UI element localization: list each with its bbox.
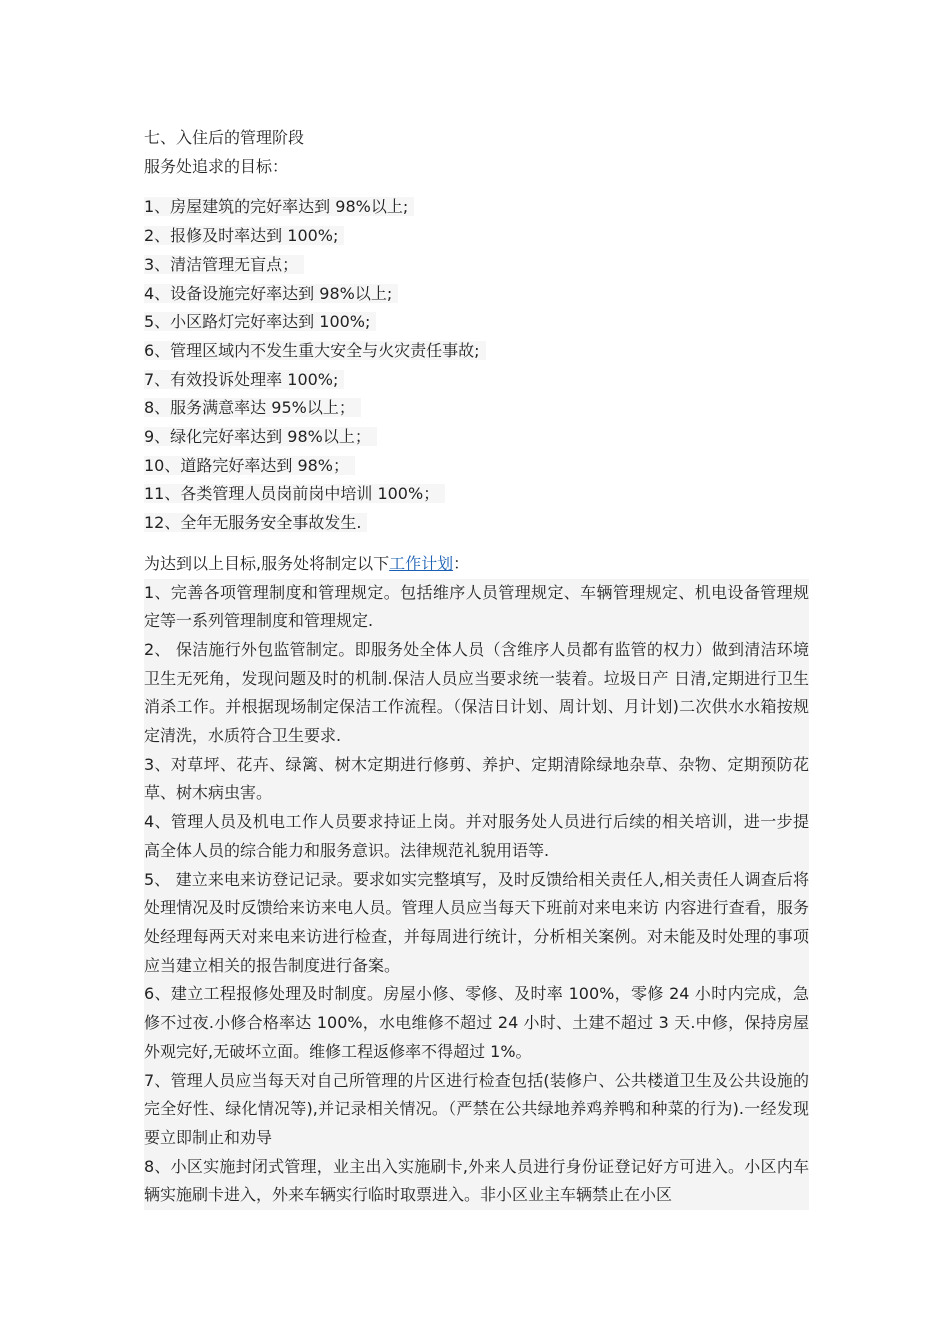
plan-item: 8、小区实施封闭式管理，业主出入实施刷卡,外来人员进行身份证登记好方可进入。小区内车辆实施刷卡进入，外来车辆实行临时取票进入。非小区业主车辆禁止在小区	[144, 1153, 809, 1210]
goal-item: 3、清洁管理无盲点；	[144, 251, 809, 280]
section-title: 七、入住后的管理阶段	[144, 128, 305, 147]
goal-item: 2、报修及时率达到 100%;	[144, 222, 809, 251]
plan-item: 3、对草坪、花卉、绿篱、树木定期进行修剪、养护、定期清除绿地杂草、杂物、定期预防花草、树木病虫害。	[144, 751, 809, 808]
goal-item: 1、房屋建筑的完好率达到 98%以上;	[144, 193, 809, 222]
plan-item: 4、管理人员及机电工作人员要求持证上岗。并对服务处人员进行后续的相关培训，进一步提高全体人员的综合能力和服务意识。法律规范礼貌用语等.	[144, 808, 809, 865]
plan-intro-colon: ：	[453, 553, 470, 573]
plan-item: 5、 建立来电来访登记记录。要求如实完整填写，及时反馈给相关责任人,相关责任人调查后将处理情况及时反馈给来访来电人员。管理人员应当每天下班前对来电来访 内容进行查看，服务处经理每两天对来电来访进行检查，并每周进行统计，分析相关案例。对未能及时处理的事项应当建立相关的报告制度进行备案。	[144, 866, 809, 981]
goals-list	[144, 193, 809, 537]
goals-heading: 服务处追求的目标：	[144, 156, 289, 176]
plan-item: 2、 保洁施行外包监管制定。即服务处全体人员（含维序人员都有监管的权力）做到清洁环境卫生无死角，发现问题及时的机制.保洁人员应当要求统一装着。垃圾日产 日清,定期进行卫生消杀工作。并根据现场制定保洁工作流程。（保洁日计划、周计划、月计划)二次供水水箱按规定清洗，水质符合卫生要求.	[144, 636, 809, 751]
goal-item: 6、管理区域内不发生重大安全与火灾责任事故;	[144, 337, 809, 366]
goal-item: 12、全年无服务安全事故发生.	[144, 509, 809, 538]
work-plan-link[interactable]: 工作计划	[389, 553, 454, 573]
spacer	[144, 538, 809, 550]
plan-item: 1、完善各项管理制度和管理规定。包括维序人员管理规定、车辆管理规定、机电设备管理规定等一系列管理制度和管理规定.	[144, 579, 809, 636]
goal-item: 10、道路完好率达到 98%；	[144, 452, 809, 481]
plan-item: 6、建立工程报修处理及时制度。房屋小修、零修、及时率 100%，零修 24 小时内完成，急修不过夜.小修合格率达 100%，水电维修不超过 24 小时、土建不超过 3 天.中修，保持房屋外观完好,无破坏立面。维修工程返修率不得超过 1%。	[144, 980, 809, 1066]
plan-intro	[144, 550, 809, 579]
goal-item: 7、有效投诉处理率 100%;	[144, 366, 809, 395]
goal-item: 11、各类管理人员岗前岗中培训 100%；	[144, 480, 809, 509]
goal-item: 5、小区路灯完好率达到 100%;	[144, 308, 809, 337]
plans-list	[144, 579, 809, 1210]
plan-item: 7、管理人员应当每天对自己所管理的片区进行检查包括(装修户、公共楼道卫生及公共设施的完全好性、绿化情况等),并记录相关情况。（严禁在公共绿地养鸡养鸭和种菜的行为).一经发现要立即制止和劝导	[144, 1067, 809, 1153]
goal-item: 8、服务满意率达 95%以上；	[144, 394, 809, 423]
document-body	[144, 124, 809, 1210]
goal-item: 4、设备设施完好率达到 98%以上;	[144, 280, 809, 309]
plan-intro-text: 为达到以上目标,服务处将制定以下	[144, 553, 390, 573]
spacer	[144, 181, 809, 193]
goal-item: 9、绿化完好率达到 98%以上；	[144, 423, 809, 452]
